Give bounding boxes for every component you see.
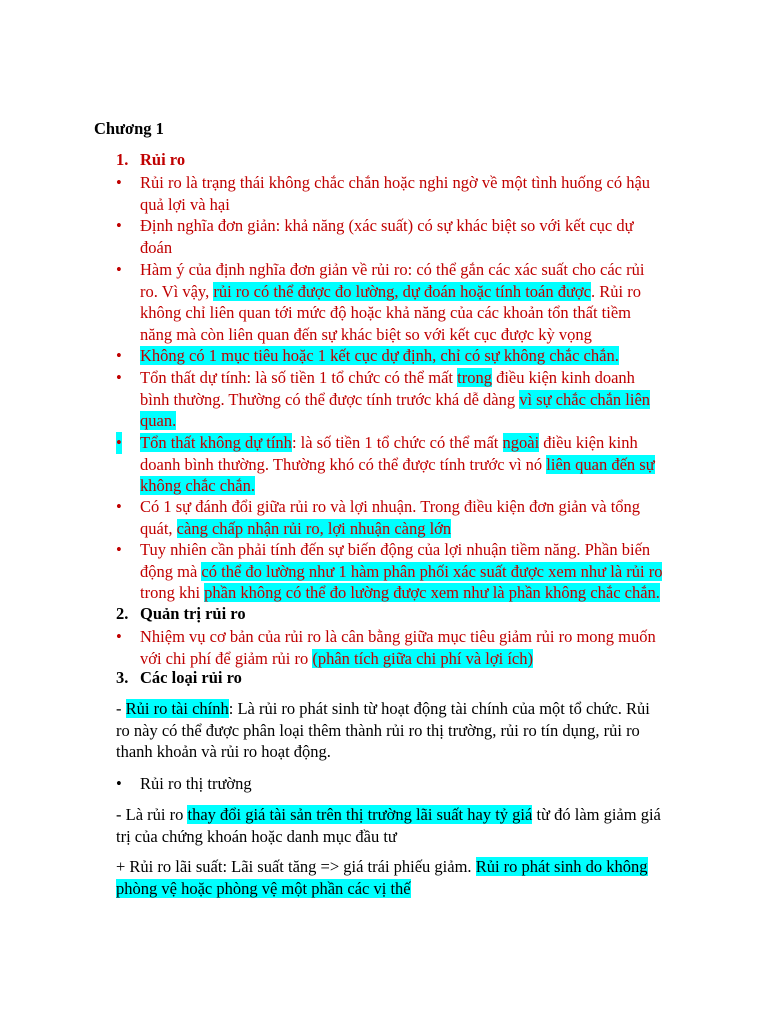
highlighted-text: càng chấp nhận rủi ro, lợi nhuận càng lớn [176,518,452,538]
text-run: điều kiện kinh doanh [491,368,635,387]
bullet-item [116,626,716,669]
text-run: + Rủi ro lãi suất: Lãi suất tăng => giá trái phiếu giảm. [116,857,476,876]
bullet-item [116,345,716,367]
text-line [140,582,716,604]
bullet-item [116,215,716,258]
bullet-item [116,539,716,604]
section-number: 3. [116,668,129,687]
paragraph [116,856,716,899]
text-line [116,878,716,900]
bullet-icon: • [116,433,122,452]
bullet-item [116,432,716,497]
highlighted-text: ngoài [502,433,540,452]
bullet-icon: • [116,540,122,559]
text-line: ro này có thể được phân loại thêm thành rủi ro thị trường, rủi ro tín dụng, rủi ro [116,720,640,740]
text-line [140,518,716,540]
bullet-icon: • [116,260,122,279]
text-run: - Là rủi ro [116,805,188,824]
text-run: điều kiện kinh [539,433,638,452]
text-run: quát, [140,518,177,538]
text-line [116,856,716,878]
text-line: không chỉ liên quan tới mức độ hoặc khả năng của các khoản tổn thất tiềm [140,303,631,322]
text-line [140,475,716,497]
bullet-icon: • [116,216,122,235]
highlighted-text: phần không có thể đo lường được xem như là phần không chắc chắn. [204,583,660,602]
text-line: năng mà còn liên quan đến sự khác biệt so với kết cục được kỳ vọng [140,324,592,344]
section-heading-3 [116,668,242,688]
text-line [140,281,716,303]
text-line: Rủi ro là trạng thái không chắc chắn hoặc nghi ngờ về một tình huống có hậu [140,173,651,192]
text-run: ro. Vì vậy, [140,281,214,301]
highlighted-text: thay đổi giá tài sản trên thị trường lãi suất hay tỷ giá [187,805,533,824]
text-line: thanh khoản và rủi ro hoạt động. [116,742,331,761]
section-number: 1. [116,150,129,169]
bullet-icon: • [116,346,122,365]
text-line [140,345,716,367]
section-heading-1 [116,150,185,170]
text-line [140,432,716,454]
highlighted-text: Rủi ro tài chính [125,699,229,718]
text-line: Hàm ý của định nghĩa đơn giản về rủi ro: có thể gắn các xác suất cho các rủi [140,260,645,279]
bullet-item [116,259,716,345]
text-line: Có 1 sự đánh đổi giữa rủi ro và lợi nhuận. Trong điều kiện đơn giản và tổng [140,497,641,516]
text-run: từ đó làm giảm giá [532,805,661,824]
paragraph [116,804,716,847]
section-heading-2 [116,604,246,624]
text-line: trị của chứng khoán hoặc danh mục đầu tư [116,826,397,846]
text-line [140,389,716,411]
bullet-icon: • [116,774,122,793]
bullet-icon: • [116,497,122,516]
text-line [140,561,716,583]
paragraph [116,698,716,763]
highlighted-text: Tổn thất không dự tính [140,433,292,452]
highlighted-text: Không có 1 mục tiêu hoặc 1 kết cục dự định, chỉ có sự không chắc chắn. [140,346,619,365]
text-run: - [116,699,126,718]
text-run: : Là rủi ro phát sinh từ hoạt động tài chính của một tổ chức. Rủi [228,699,650,718]
text-line: Nhiệm vụ cơ bản của rủi ro là cân bằng giữa mục tiêu giảm rủi ro mong muốn [140,627,656,646]
bullet-item [116,773,716,795]
text-line: Tuy nhiên cần phải tính đến sự biến động của lợi nhuận tiềm năng. Phần biến [140,540,651,559]
highlighted-text: không chắc chắn. [140,476,255,495]
highlighted-text: quan. [140,411,177,430]
highlighted-text: rủi ro có thể được đo lường, dự đoán hoặc tính toán được [213,281,591,301]
highlighted-text: trong [457,368,492,387]
bullet-icon: • [116,173,122,192]
bullet-item [116,367,716,432]
text-run: : là số tiền 1 tổ chức có thể mất [291,433,503,452]
text-run: trong khi [140,583,205,602]
section-title: Các loại rủi ro [140,668,242,687]
highlighted-text: vì sự chắc chắn liên [519,389,651,409]
highlighted-text: Rủi ro phát sinh do không [475,857,648,876]
text-line [140,454,716,476]
text-run: . Rủi ro [590,281,641,301]
chapter-title: Chương 1 [94,119,164,138]
section-title: Rủi ro [140,150,186,169]
text-line [116,804,716,826]
section-number: 2. [116,604,129,623]
text-run: với chi phí để giảm rủi ro [140,648,313,668]
highlighted-text: (phân tích giữa chi phí và lợi ích) [312,648,533,668]
text-line: quả lợi và hại [140,194,230,214]
text-run: bình thường. Thường có thể được tính trước khá dễ dàng [140,389,520,409]
text-run: Tổn thất dự tính: là số tiền 1 tổ chức có thể mất [140,368,458,387]
text-line [140,367,716,389]
text-line: Định nghĩa đơn giản: khả năng (xác suất) có sự khác biệt so với kết cục dự [140,216,634,235]
highlighted-text: phòng vệ hoặc phòng vệ một phần các vị thế [116,878,411,898]
bullet-item [116,496,716,539]
text-line [140,648,716,670]
text-line [116,698,716,720]
bullet-icon: • [116,368,122,387]
text-run: động mà [140,561,202,581]
text-line: đoán [140,237,173,257]
text-run: doanh bình thường. Thường khó có thể được tính trước vì nó [140,454,547,474]
bullet-item [116,172,716,215]
bullet-icon: • [116,627,122,646]
section-title: Quản trị rủi ro [140,604,246,623]
highlighted-text: liên quan đến sự [546,454,655,474]
text-line: Rủi ro thị trường [140,774,252,793]
text-line [140,410,716,432]
highlighted-text: có thể đo lường như 1 hàm phân phối xác suất được xem như là rủi ro [201,561,663,581]
